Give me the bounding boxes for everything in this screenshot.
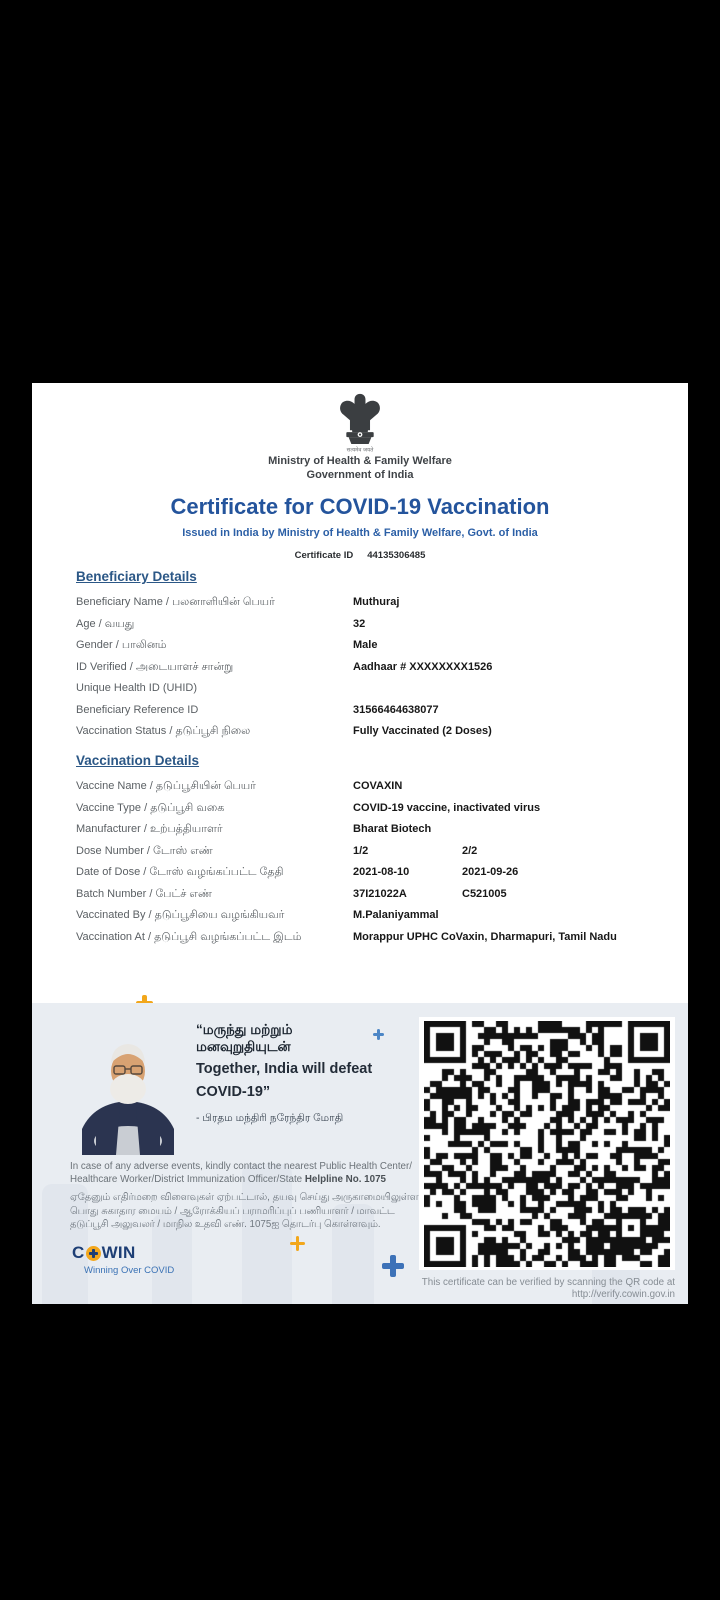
field-value: M.Palaniyammal (353, 909, 439, 921)
qr-code-canvas (424, 1021, 670, 1267)
field-row-dose-number (32, 841, 688, 863)
cowin-tagline: Winning Over COVID (84, 1265, 175, 1276)
verify-instructions (345, 1277, 675, 1300)
field-label: Dose Number / டோஸ் எண் (76, 844, 213, 857)
field-value: Male (353, 639, 378, 651)
field-value: Muthuraj (353, 596, 400, 608)
field-label: Vaccine Name / தடுப்பூசியின் பெயர் (76, 780, 256, 792)
field-label: Vaccination Status / தடுப்பூசி நிலை (76, 725, 251, 737)
certificate-header (32, 392, 688, 561)
beneficiary-details-section (32, 568, 688, 743)
quote-tamil-line1: “மருந்து மற்றும் (196, 1022, 293, 1037)
quote-english-line1: Together, India will defeat (196, 1061, 373, 1077)
field-row-reference-id (32, 700, 688, 722)
field-label: Vaccination At / தடுப்பூசி வழங்கப்பட்ட இடம் (76, 930, 302, 943)
field-row-date-of-dose (32, 862, 688, 884)
field-label: Date of Dose / டோஸ் வழங்கப்பட்ட தேதி (76, 866, 284, 878)
vaccination-certificate (32, 383, 688, 1304)
dose1-value: 37I21022A (353, 887, 407, 900)
field-label: Beneficiary Reference ID (76, 703, 199, 716)
emblem-caption: सत्यमेव जयते (346, 447, 374, 454)
field-label: Vaccinated By / தடுப்பூசியை வழங்கியவர் (76, 909, 285, 921)
verify-line1: This certificate can be verified by scanning the QR code at (421, 1277, 675, 1288)
certificate-id (32, 550, 688, 561)
ministry-line-2: Government of India (306, 469, 414, 481)
plus-decoration-icon (290, 1236, 305, 1251)
certificate-title: Certificate for COVID-19 Vaccination (170, 494, 550, 519)
field-row-gender (32, 635, 688, 657)
ministry-line-1: Ministry of Health & Family Welfare (268, 455, 452, 467)
adverse-events-note-tamil: ஏதேனும் எதிர்மறை விளைவுகள் ஏற்பட்டால், தயவு செய்து அருகாமையிலுள்ள பொது சுகாதார மையம் / ஆரோக்கியப் பராமரிப்புப் பணியாளர் / மாவட்ட தடுப்பூசி அலுவலர் / மாநில உதவி எண். 1075ஐ தொடர்பு கொள்ளவும். (70, 1192, 419, 1230)
field-row-vaccinated-by (32, 905, 688, 927)
field-value: Aadhaar # XXXXXXXX1526 (353, 660, 493, 673)
pm-quote-block (196, 1021, 416, 1125)
quote-english-line2: COVID-19” (196, 1084, 271, 1100)
vaccination-section-title: Vaccination Details (76, 753, 200, 768)
certificate-id-value: 44135306485 (367, 550, 426, 561)
quote-tamil-line2: மனவுறுதியுடன் (196, 1039, 291, 1054)
dose1-value: 1/2 (353, 844, 369, 857)
dose1-value: 2021-08-10 (353, 866, 410, 878)
dose2-value: 2021-09-26 (462, 866, 519, 878)
field-row-vaccination-status (32, 721, 688, 743)
field-row-uhid (32, 678, 688, 700)
field-value: Morappur UPHC CoVaxin, Dharmapuri, Tamil Nadu (353, 930, 617, 943)
field-label: Gender / பாலினம் (76, 639, 167, 651)
field-row-vaccine-name (32, 776, 688, 798)
field-label: ID Verified / அடையாளச் சான்று (76, 660, 234, 673)
qr-code (419, 1017, 675, 1270)
quote-attribution: - பிரதம மந்திரி நரேந்திர மோதி (196, 1112, 344, 1124)
dose2-value: C521005 (462, 887, 507, 900)
prime-minister-photo (76, 1029, 180, 1155)
vaccination-details-section (32, 752, 688, 948)
field-row-age (32, 614, 688, 636)
beneficiary-section-title: Beneficiary Details (76, 569, 197, 584)
footer-panel (32, 1003, 688, 1304)
cowin-logo-win: WIN (101, 1243, 136, 1262)
plus-decoration-icon (382, 1255, 404, 1277)
verify-line2: http://verify.cowin.gov.in (571, 1288, 675, 1300)
field-value: Bharat Biotech (353, 823, 432, 835)
field-value: Fully Vaccinated (2 Doses) (353, 725, 492, 737)
field-label: Manufacturer / உற்பத்தியாளர் (76, 823, 223, 835)
india-national-emblem-icon (334, 392, 386, 454)
field-row-manufacturer (32, 819, 688, 841)
field-label: Age / வயது (76, 617, 135, 630)
certificate-id-label: Certificate ID (294, 550, 354, 561)
helpline-number: Helpline No. 1075 (304, 1174, 386, 1185)
field-row-beneficiary-name (32, 592, 688, 614)
field-row-id-verified (32, 657, 688, 679)
field-label: Unique Health ID (UHID) (76, 682, 198, 694)
field-value: COVID-19 vaccine, inactivated virus (353, 801, 541, 814)
cowin-logo-c: C (72, 1243, 85, 1262)
adverse-note-text: In case of any adverse events, kindly contact the nearest Public Health Center/ Healthcare Worker/District Immunization Officer/State (70, 1161, 412, 1185)
field-row-vaccination-at (32, 927, 688, 949)
field-row-batch-number (32, 884, 688, 906)
field-label: Vaccine Type / தடுப்பூசி வகை (76, 801, 225, 814)
field-value: 31566464638077 (353, 703, 439, 716)
field-row-vaccine-type (32, 798, 688, 820)
field-label: Beneficiary Name / பலனாளியின் பெயர் (76, 596, 275, 608)
certificate-subtitle: Issued in India by Ministry of Health & Family Welfare, Govt. of India (182, 527, 538, 539)
cowin-logo (72, 1243, 174, 1276)
dose2-value: 2/2 (462, 844, 478, 857)
adverse-events-note (70, 1160, 422, 1186)
field-value: COVAXIN (353, 780, 403, 792)
field-value: 32 (353, 617, 366, 630)
field-label: Batch Number / பேட்ச் எண் (76, 887, 212, 900)
cowin-plus-icon (86, 1246, 101, 1261)
